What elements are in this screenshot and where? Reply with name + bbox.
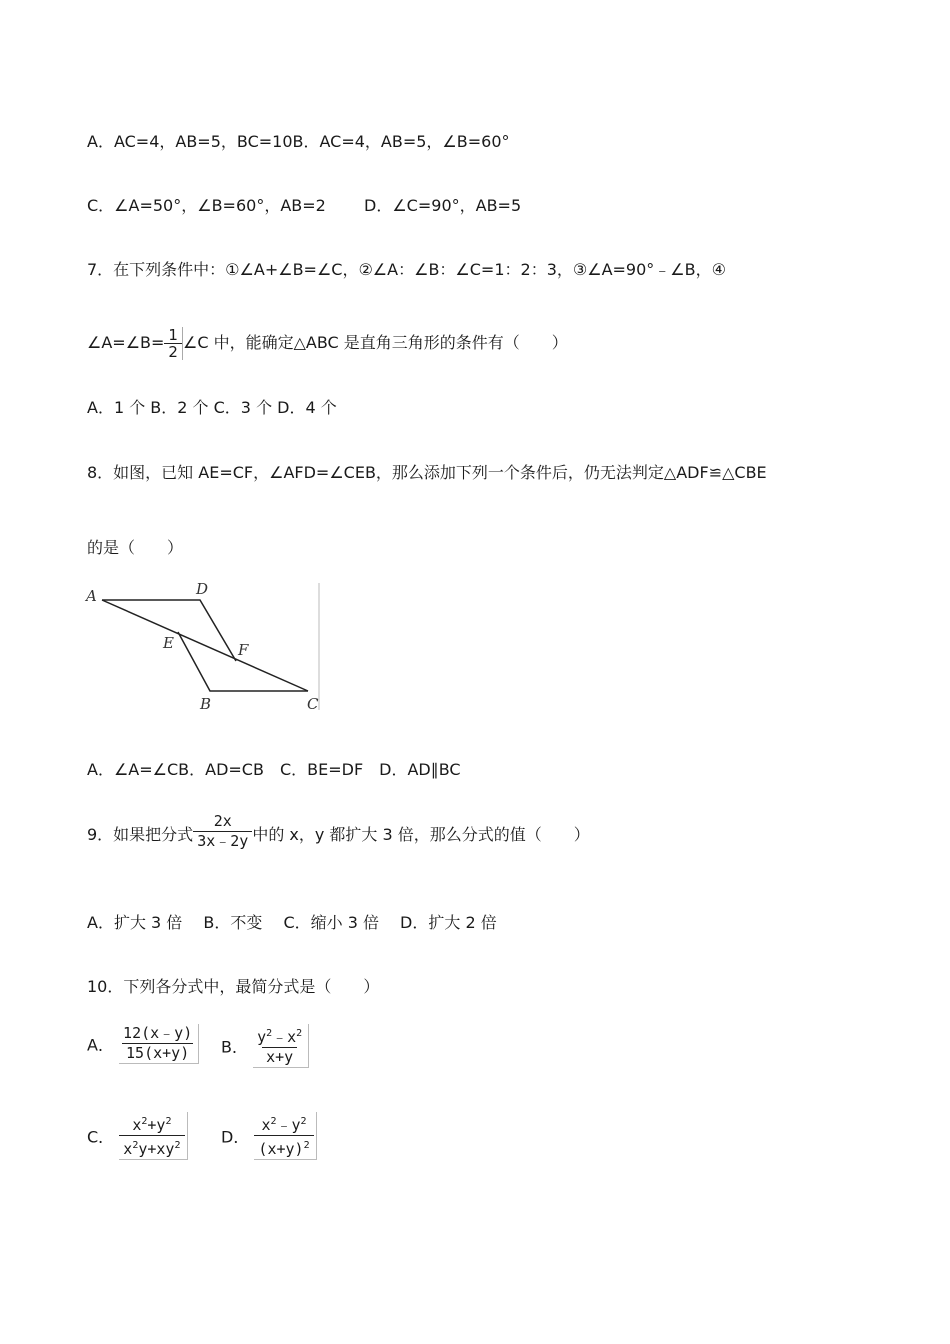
q9-frac-num: 2x — [213, 812, 232, 830]
q10-option-d-label: D． — [221, 1127, 250, 1147]
q7-condition4-prefix: ∠A=∠B= — [87, 333, 165, 352]
q7-options: A．1 个 B．2 个 C．3 个 D．4 个 — [87, 398, 337, 417]
q10-a-num: 12(x﹣y) — [123, 1024, 193, 1042]
c-num-exp1: 2 — [141, 1116, 148, 1127]
d-den-exp: 2 — [303, 1140, 310, 1151]
q8-geometry-figure — [82, 578, 332, 718]
q10-b-den: x+y — [262, 1047, 297, 1067]
label-b: B — [200, 695, 212, 713]
q9-stem — [87, 806, 590, 864]
label-a: A — [86, 587, 97, 605]
label-c: C — [307, 695, 319, 713]
segment-a-c — [102, 600, 308, 691]
q7-fraction-half — [164, 327, 183, 360]
q10-b-num — [253, 1024, 306, 1047]
q10-d-num — [257, 1112, 310, 1135]
q10-a-den: 15(x+y) — [122, 1043, 193, 1063]
b-num-y: y — [257, 1028, 267, 1046]
q9-stem-prefix: 9．如果把分式 — [87, 825, 194, 844]
c-den-exp2: 2 — [174, 1140, 181, 1151]
d-num-exp1: 2 — [270, 1116, 277, 1127]
d-num-exp2: 2 — [300, 1116, 307, 1127]
q7-condition4-suffix: ∠C 中，能确定△ABC 是直角三角形的条件有（ ） — [182, 333, 568, 352]
q10-option-d — [221, 1112, 317, 1160]
q8-stem-line2: 的是（ ） — [87, 538, 184, 557]
q10-option-c-fraction — [119, 1112, 187, 1160]
q9-stem-suffix: 中的 x，y 都扩大 3 倍，那么分式的值（ ） — [252, 825, 590, 844]
c-num-exp2: 2 — [165, 1116, 172, 1127]
q10-d-den — [254, 1135, 313, 1159]
q10-option-a-fraction — [119, 1024, 199, 1064]
q7-stem-line2 — [87, 320, 568, 366]
q6-options-row1 — [87, 131, 510, 153]
c-num-y: +y — [147, 1116, 166, 1134]
b-num-exp2: 2 — [296, 1028, 303, 1039]
q6-option-d: D．∠C=90°，AB=5 — [364, 196, 522, 215]
q10-option-b-label: B． — [221, 1037, 248, 1057]
q9-frac-den: 3x﹣2y — [193, 831, 252, 851]
q6-option-c: C．∠A=50°，∠B=60°，AB=2 — [87, 196, 326, 215]
d-den-base: (x+y) — [258, 1140, 304, 1158]
q8-options: A．∠A=∠CB．AD=CB C．BE=DF D．AD∥BC — [87, 760, 461, 779]
q10-option-b-fraction — [253, 1024, 309, 1068]
q10-option-a — [87, 1024, 199, 1064]
b-num-x: ﹣x — [272, 1028, 297, 1046]
q8-stem-line1: 8．如图，已知 AE=CF，∠AFD=∠CEB，那么添加下列一个条件后，仍无法判定△ADF≌△CBE — [87, 463, 767, 482]
label-e: E — [163, 634, 174, 652]
q10-option-d-fraction — [254, 1112, 316, 1160]
q7-frac-den: 2 — [164, 343, 182, 360]
label-f: F — [238, 641, 249, 659]
c-den-x: x — [123, 1140, 133, 1158]
q6-option-a: A．AC=4，AB=5，BC=10 — [87, 132, 293, 151]
d-num-x: x — [261, 1116, 271, 1134]
q10-option-a-label: A． — [87, 1035, 114, 1055]
q6-options-row2 — [87, 195, 521, 217]
q7-frac-num: 1 — [168, 326, 178, 344]
q7-stem-line1: 7．在下列条件中：①∠A+∠B=∠C，②∠A：∠B：∠C=1：2：3，③∠A=90°﹣∠B，④ — [87, 260, 726, 279]
q10-c-num — [128, 1112, 175, 1135]
q6-option-b: B．AC=4，AB=5，∠B=60° — [292, 132, 510, 151]
c-den-rest: y+xy — [138, 1140, 175, 1158]
q9-options: A．扩大 3 倍 B．不变 C．缩小 3 倍 D．扩大 2 倍 — [87, 913, 497, 932]
q10-option-c-label: C． — [87, 1127, 115, 1147]
label-d: D — [196, 580, 209, 598]
d-num-y: ﹣y — [276, 1116, 301, 1134]
c-den-exp1: 2 — [132, 1140, 139, 1151]
c-num-x: x — [132, 1116, 142, 1134]
q10-option-c — [87, 1112, 188, 1160]
b-num-exp1: 2 — [266, 1028, 273, 1039]
q10-stem: 10．下列各分式中，最简分式是（ ） — [87, 977, 380, 996]
q9-fraction — [193, 812, 252, 851]
q10-c-den — [119, 1135, 184, 1159]
q10-option-b — [221, 1024, 309, 1068]
